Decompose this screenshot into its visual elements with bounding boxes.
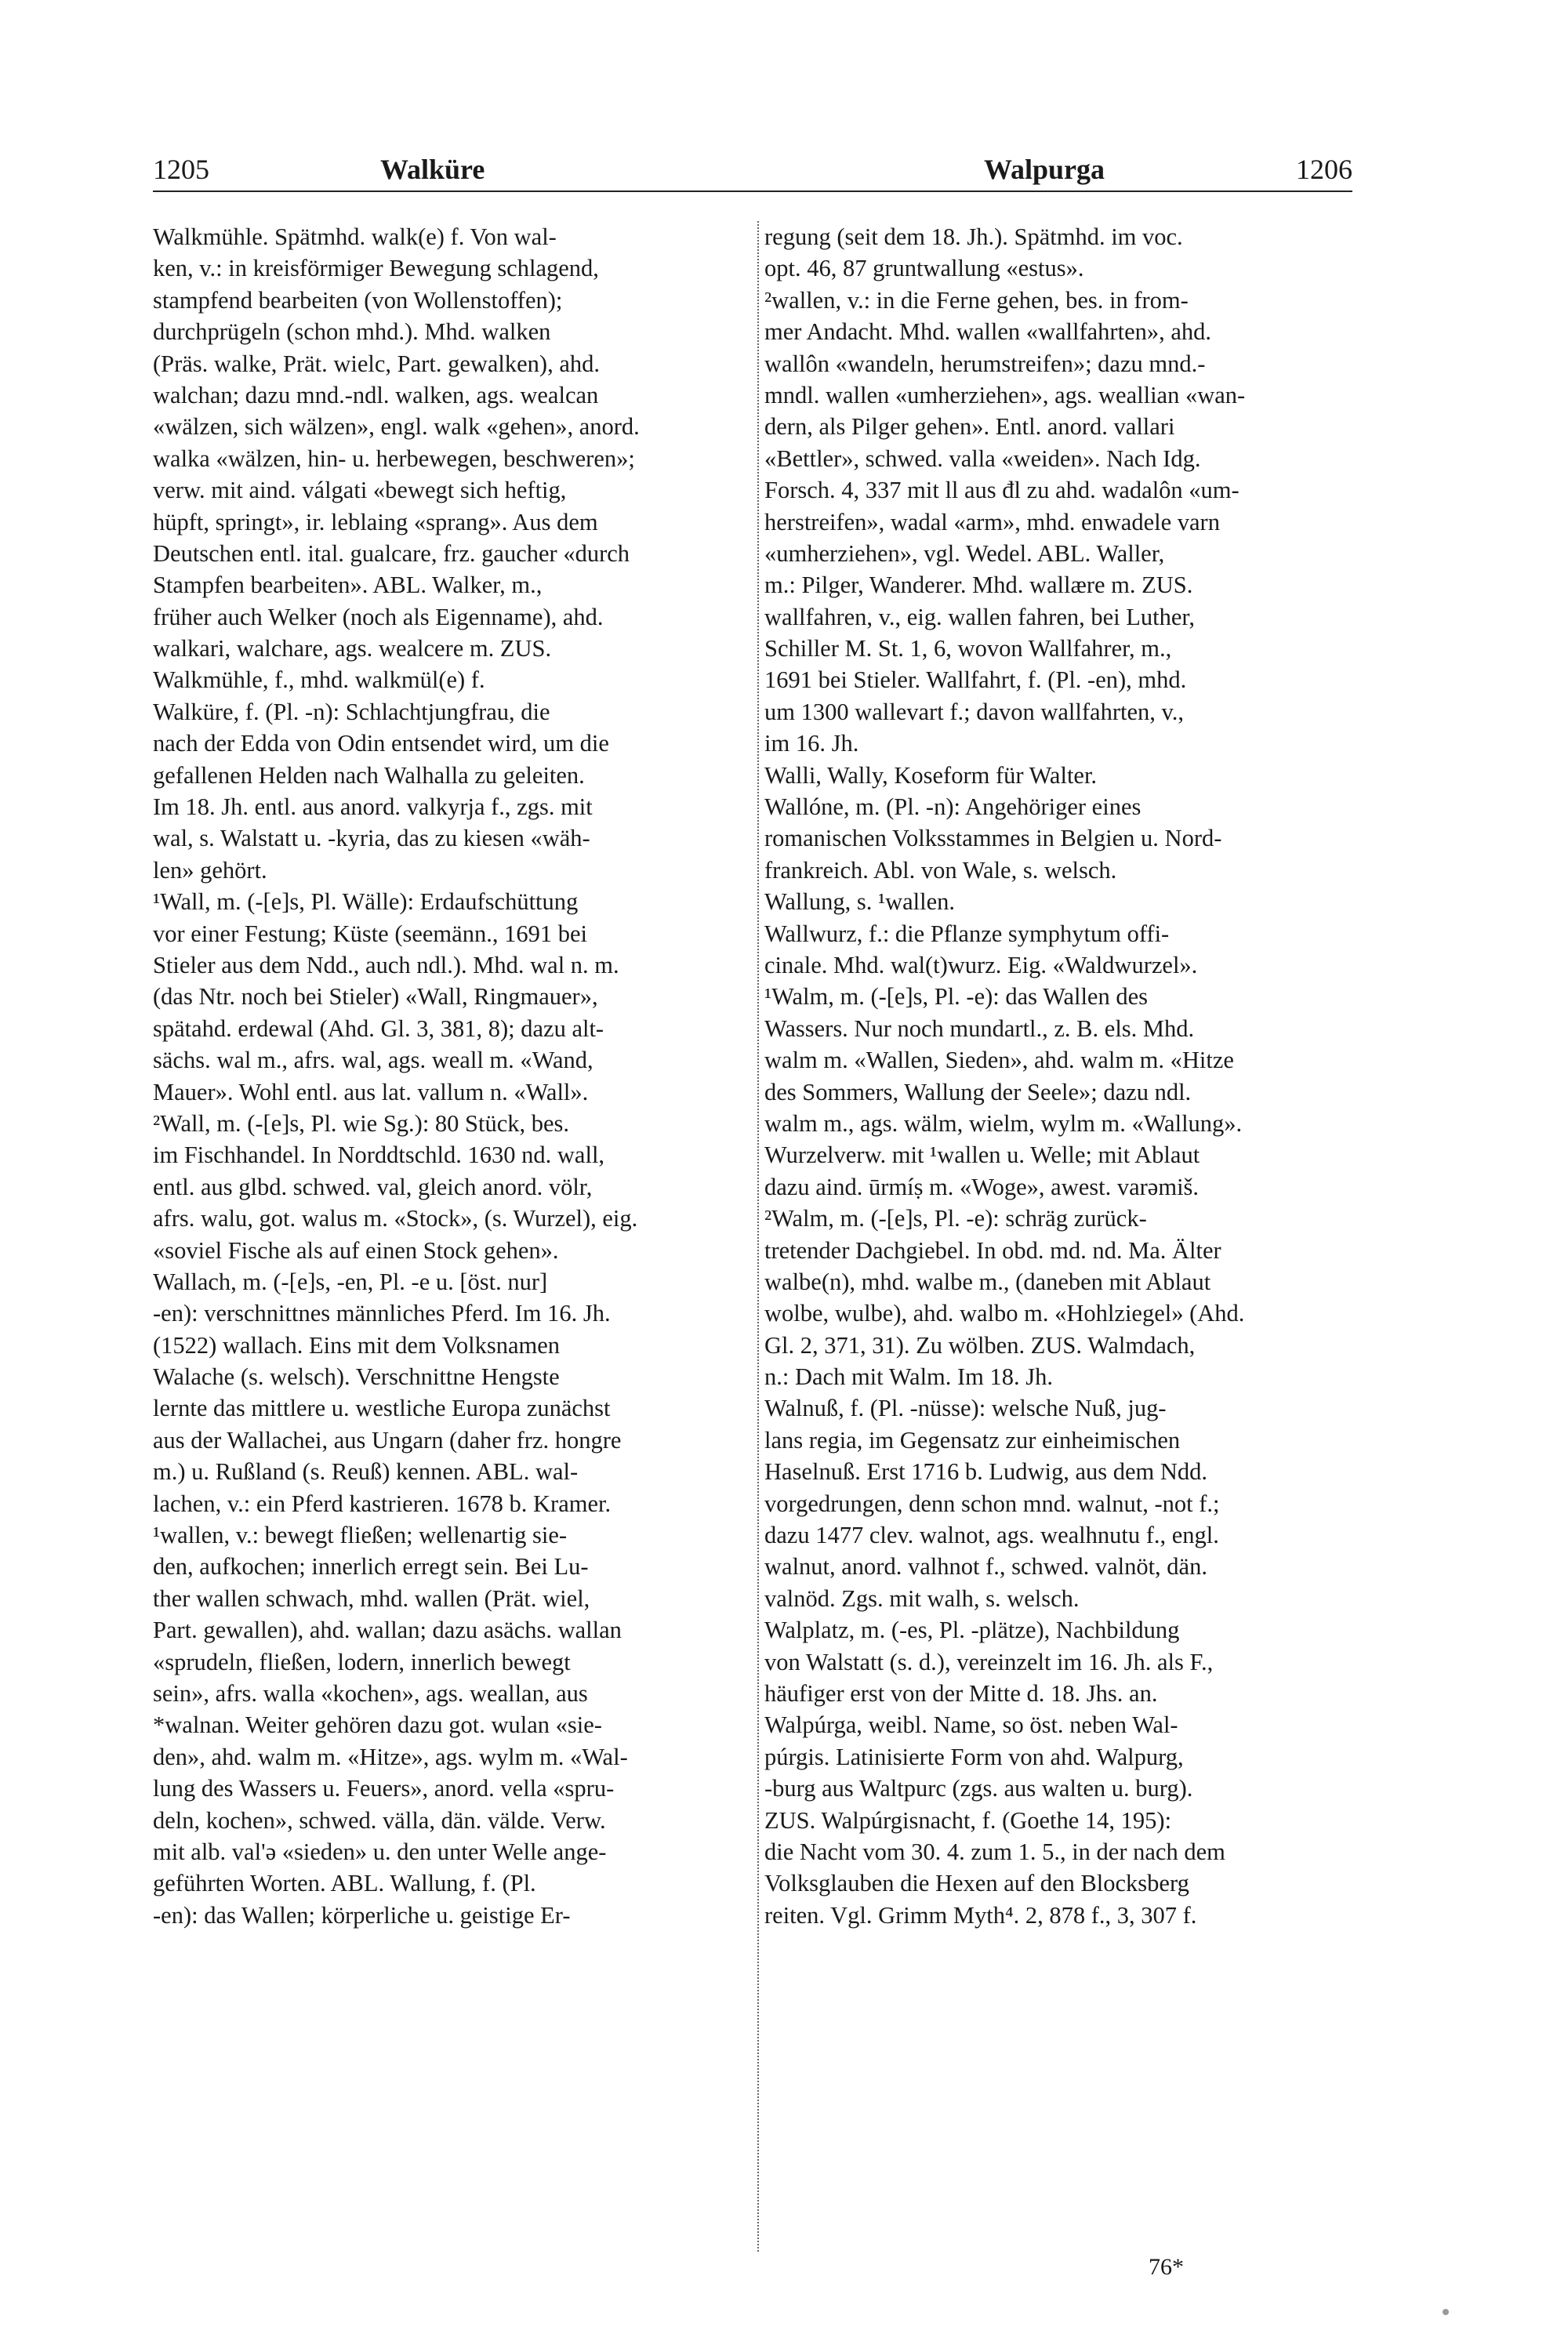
text-line: wallfahren, v., eig. wallen fahren, bei Luther, — [764, 603, 1195, 630]
text-line: von Walstatt (s. d.), vereinzelt im 16. Jh. als F., — [764, 1648, 1214, 1675]
text-line: Wallach, m. (-[e]s, -en, Pl. -e u. [öst. nur] — [153, 1268, 548, 1295]
text-line: dern, als Pilger gehen». Entl. anord. vallari — [764, 413, 1175, 441]
text-line: verw. mit aind. válgati «bewegt sich heftig, — [153, 477, 567, 504]
text-line: sein», afrs. walla «kochen», ags. weallan, aus — [153, 1679, 588, 1707]
text-line: lung des Wassers u. Feuers», anord. vella «spru- — [153, 1775, 615, 1802]
text-line: Volksglauben die Hexen auf den Blocksberg — [764, 1870, 1189, 1897]
text-line: ther wallen schwach, mhd. wallen (Prät. wiel, — [153, 1584, 590, 1612]
page-header — [153, 153, 1352, 192]
text-line: vor einer Festung; Küste (seemänn., 1691 bei — [153, 920, 587, 947]
text-line: *walnan. Weiter gehören dazu got. wulan «sie- — [153, 1711, 602, 1739]
text-line: mer Andacht. Mhd. wallen «wallfahrten», ahd. — [764, 318, 1212, 346]
text-line: im Fischhandel. In Norddtschld. 1630 nd. wall, — [153, 1142, 605, 1169]
text-line: romanischen Volksstammes in Belgien u. Nord- — [764, 825, 1222, 852]
text-line: wallôn «wandeln, herumstreifen»; dazu mnd.- — [764, 350, 1206, 377]
text-line: ²wallen, v.: in die Ferne gehen, bes. in from- — [764, 286, 1189, 314]
text-line: den», ahd. walm m. «Hitze», ags. wylm m. «Wal- — [153, 1743, 628, 1770]
signature-mark: 76* — [1149, 2254, 1184, 2280]
running-head-left: Walküre — [380, 154, 485, 185]
text-line: die Nacht vom 30. 4. zum 1. 5., in der nach dem — [764, 1838, 1225, 1865]
text-line: walm m. «Wallen, Sieden», ahd. walm m. «Hitze — [764, 1047, 1234, 1074]
text-line: spätahd. erdewal (Ahd. Gl. 3, 381, 8); dazu alt- — [153, 1014, 604, 1042]
text-line: um 1300 wallevart f.; davon wallfahrten, v., — [764, 698, 1185, 725]
text-line: Walnuß, f. (Pl. -nüsse): welsche Nuß, jug- — [764, 1395, 1167, 1422]
text-line: púrgis. Latinisierte Form von ahd. Walpurg, — [764, 1743, 1184, 1770]
text-line: Deutschen entl. ital. gualcare, frz. gaucher «durch — [153, 539, 630, 567]
text-line: Wallung, s. ¹wallen. — [764, 888, 956, 916]
column-divider — [757, 221, 760, 2252]
text-line: Schiller M. St. 1, 6, wovon Wallfahrer, m., — [764, 635, 1172, 662]
text-line: (das Ntr. noch bei Stieler) «Wall, Ringmauer», — [153, 983, 598, 1011]
text-line: Walplatz, m. (-es, Pl. -plätze), Nachbildung — [764, 1617, 1180, 1644]
text-line: (1522) wallach. Eins mit dem Volksnamen — [153, 1331, 560, 1359]
text-line: 1691 bei Stieler. Wallfahrt, f. (Pl. -en), mhd. — [764, 666, 1187, 694]
text-line: (Präs. walke, Prät. wielc, Part. gewalken), ahd. — [153, 350, 600, 377]
text-line: gefallenen Helden nach Walhalla zu geleiten. — [153, 761, 585, 789]
text-line: Im 18. Jh. entl. aus anord. valkyrja f., zgs. mit — [153, 793, 593, 821]
text-line: lans regia, im Gegensatz zur einheimischen — [764, 1426, 1181, 1454]
text-line: Wallwurz, f.: die Pflanze symphytum offi- — [764, 920, 1170, 947]
text-line: des Sommers, Wallung der Seele»; dazu ndl. — [764, 1078, 1192, 1105]
text-line: mit alb. val'ə «sieden» u. den unter Welle ange- — [153, 1838, 607, 1865]
text-line: opt. 46, 87 gruntwallung «estus». — [764, 255, 1084, 282]
text-line: wolbe, wulbe), ahd. walbo m. «Hohlziegel» (Ahd. — [764, 1300, 1245, 1327]
text-line: -en): das Wallen; körperliche u. geistige Er- — [153, 1901, 571, 1929]
text-line: den, aufkochen; innerlich erregt sein. Bei Lu- — [153, 1553, 589, 1581]
text-line: «wälzen, sich wälzen», engl. walk «gehen», anord. — [153, 413, 640, 441]
text-line: aus der Wallachei, aus Ungarn (daher frz. hongre — [153, 1426, 622, 1454]
text-line: im 16. Jh. — [764, 730, 859, 757]
text-line: häufiger erst von der Mitte d. 18. Jhs. an. — [764, 1679, 1158, 1707]
text-line: stampfend bearbeiten (von Wollenstoffen); — [153, 286, 563, 314]
text-line: ¹wallen, v.: bewegt fließen; wellenartig sie- — [153, 1522, 568, 1549]
text-line: ken, v.: in kreisförmiger Bewegung schlagend, — [153, 255, 599, 282]
text-line: reiten. Vgl. Grimm Myth⁴. 2, 878 f., 3, 307 f. — [764, 1901, 1197, 1929]
text-line: früher auch Welker (noch als Eigenname), ahd. — [153, 603, 604, 630]
text-line: Walache (s. welsch). Verschnittne Hengste — [153, 1363, 560, 1391]
text-line: dazu aind. ūrmíṣ m. «Woge», awest. varəmiš. — [764, 1173, 1200, 1200]
text-line: ¹Wall, m. (-[e]s, Pl. Wälle): Erdaufschüttung — [153, 888, 579, 916]
text-line: walkari, walchare, ags. wealcere m. ZUS. — [153, 635, 552, 662]
text-line: -burg aus Waltpurc (zgs. aus walten u. burg). — [764, 1775, 1193, 1802]
text-line: Stieler aus dem Ndd., auch ndl.). Mhd. wal n. m. — [153, 951, 619, 978]
text-line: afrs. walu, got. walus m. «Stock», (s. Wurzel), eig. — [153, 1205, 638, 1232]
text-line: Haselnuß. Erst 1716 b. Ludwig, aus dem Ndd. — [764, 1458, 1208, 1486]
text-line: walnut, anord. valhnot f., schwed. valnöt, dän. — [764, 1553, 1207, 1581]
text-line: tretender Dachgiebel. In obd. md. nd. Ma. Älter — [764, 1236, 1221, 1264]
text-line: ¹Walm, m. (-[e]s, Pl. -e): das Wallen des — [764, 983, 1148, 1011]
text-line: cinale. Mhd. wal(t)wurz. Eig. «Waldwurzel». — [764, 951, 1198, 978]
text-line: regung (seit dem 18. Jh.). Spätmhd. im voc. — [764, 223, 1183, 250]
text-line: entl. aus glbd. schwed. val, gleich anord. völr, — [153, 1173, 593, 1200]
page-number-left: 1205 — [153, 154, 209, 185]
text-line: «soviel Fische als auf einen Stock gehen». — [153, 1236, 559, 1264]
text-line: Wassers. Nur noch mundartl., z. B. els. Mhd. — [764, 1014, 1195, 1042]
text-line: dazu 1477 clev. walnot, ags. wealhnutu f., engl. — [764, 1522, 1219, 1549]
text-line: m.) u. Rußland (s. Reuß) kennen. ABL. wal- — [153, 1458, 579, 1486]
running-head-right: Walpurga — [984, 154, 1105, 185]
text-line: geführten Worten. ABL. Wallung, f. (Pl. — [153, 1870, 536, 1897]
text-line: ZUS. Walpúrgisnacht, f. (Goethe 14, 195): — [764, 1806, 1172, 1834]
text-line: Wurzelverw. mit ¹wallen u. Welle; mit Ablaut — [764, 1142, 1200, 1169]
text-line: Walküre, f. (Pl. -n): Schlachtjungfrau, die — [153, 698, 550, 725]
text-line: walbe(n), mhd. walbe m., (daneben mit Ablaut — [764, 1268, 1211, 1295]
page-number-right: 1206 — [1296, 154, 1352, 185]
text-line: wal, s. Walstatt u. -kyria, das zu kiesen «wäh- — [153, 825, 590, 852]
text-line: Walkmühle. Spätmhd. walk(e) f. Von wal- — [153, 223, 557, 250]
text-line: hüpft, springt», ir. leblaing «sprang». Aus dem — [153, 508, 598, 535]
text-line: durchprügeln (schon mhd.). Mhd. walken — [153, 318, 551, 346]
text-line: ²Wall, m. (-[e]s, Pl. wie Sg.): 80 Stück, bes. — [153, 1109, 570, 1137]
text-line: m.: Pilger, Wanderer. Mhd. wallære m. ZUS. — [764, 572, 1193, 599]
text-line: -en): verschnittnes männliches Pferd. Im 16. Jh. — [153, 1300, 611, 1327]
text-line: mndl. wallen «umherziehen», ags. weallian «wan- — [764, 381, 1246, 408]
left-column — [153, 221, 753, 1931]
text-line: ²Walm, m. (-[e]s, Pl. -e): schräg zurück- — [764, 1205, 1147, 1232]
text-line: Wallóne, m. (Pl. -n): Angehöriger eines — [764, 793, 1142, 821]
text-line: vorgedrungen, denn schon mnd. walnut, -not f.; — [764, 1490, 1220, 1517]
text-line: Gl. 2, 371, 31). Zu wölben. ZUS. Walmdach, — [764, 1331, 1196, 1359]
header-rule — [153, 191, 1352, 192]
text-line: herstreifen», wadal «arm», mhd. enwadele varn — [764, 508, 1220, 535]
text-line: Forsch. 4, 337 mit ll aus đl zu ahd. wadalôn «um- — [764, 477, 1240, 504]
text-line: Stampfen bearbeiten». ABL. Walker, m., — [153, 572, 543, 599]
text-line: walchan; dazu mnd.-ndl. walken, ags. wealcan — [153, 381, 599, 408]
text-line: deln, kochen», schwed. välla, dän. välde. Verw. — [153, 1806, 606, 1834]
right-column — [764, 221, 1352, 1931]
text-line: sächs. wal m., afrs. wal, ags. weall m. «Wand, — [153, 1047, 593, 1074]
text-line: Walpúrga, weibl. Name, so öst. neben Wal- — [764, 1711, 1178, 1739]
text-line: Mauer». Wohl entl. aus lat. vallum n. «Wall». — [153, 1078, 589, 1105]
scan-speck — [1443, 2309, 1449, 2315]
text-line: Part. gewallen), ahd. wallan; dazu asächs. wallan — [153, 1617, 622, 1644]
text-line: lernte das mittlere u. westliche Europa zunächst — [153, 1395, 611, 1422]
text-line: valnöd. Zgs. mit walh, s. welsch. — [764, 1584, 1080, 1612]
text-line: len» gehört. — [153, 856, 267, 884]
text-line: walka «wälzen, hin- u. herbewegen, beschweren»; — [153, 445, 635, 472]
text-line: «Bettler», schwed. valla «weiden». Nach Idg. — [764, 445, 1201, 472]
text-line: n.: Dach mit Walm. Im 18. Jh. — [764, 1363, 1054, 1391]
text-line: nach der Edda von Odin entsendet wird, um die — [153, 730, 609, 757]
text-line: Walkmühle, f., mhd. walkmül(e) f. — [153, 666, 485, 694]
text-line: frankreich. Abl. von Wale, s. welsch. — [764, 856, 1117, 884]
text-line: Walli, Wally, Koseform für Walter. — [764, 761, 1098, 789]
text-line: lachen, v.: ein Pferd kastrieren. 1678 b. Kramer. — [153, 1490, 612, 1517]
text-line: «umherziehen», vgl. Wedel. ABL. Waller, — [764, 539, 1165, 567]
text-line: walm m., ags. wälm, wielm, wylm m. «Wallung». — [764, 1109, 1243, 1137]
text-line: «sprudeln, fließen, lodern, innerlich bewegt — [153, 1648, 571, 1675]
